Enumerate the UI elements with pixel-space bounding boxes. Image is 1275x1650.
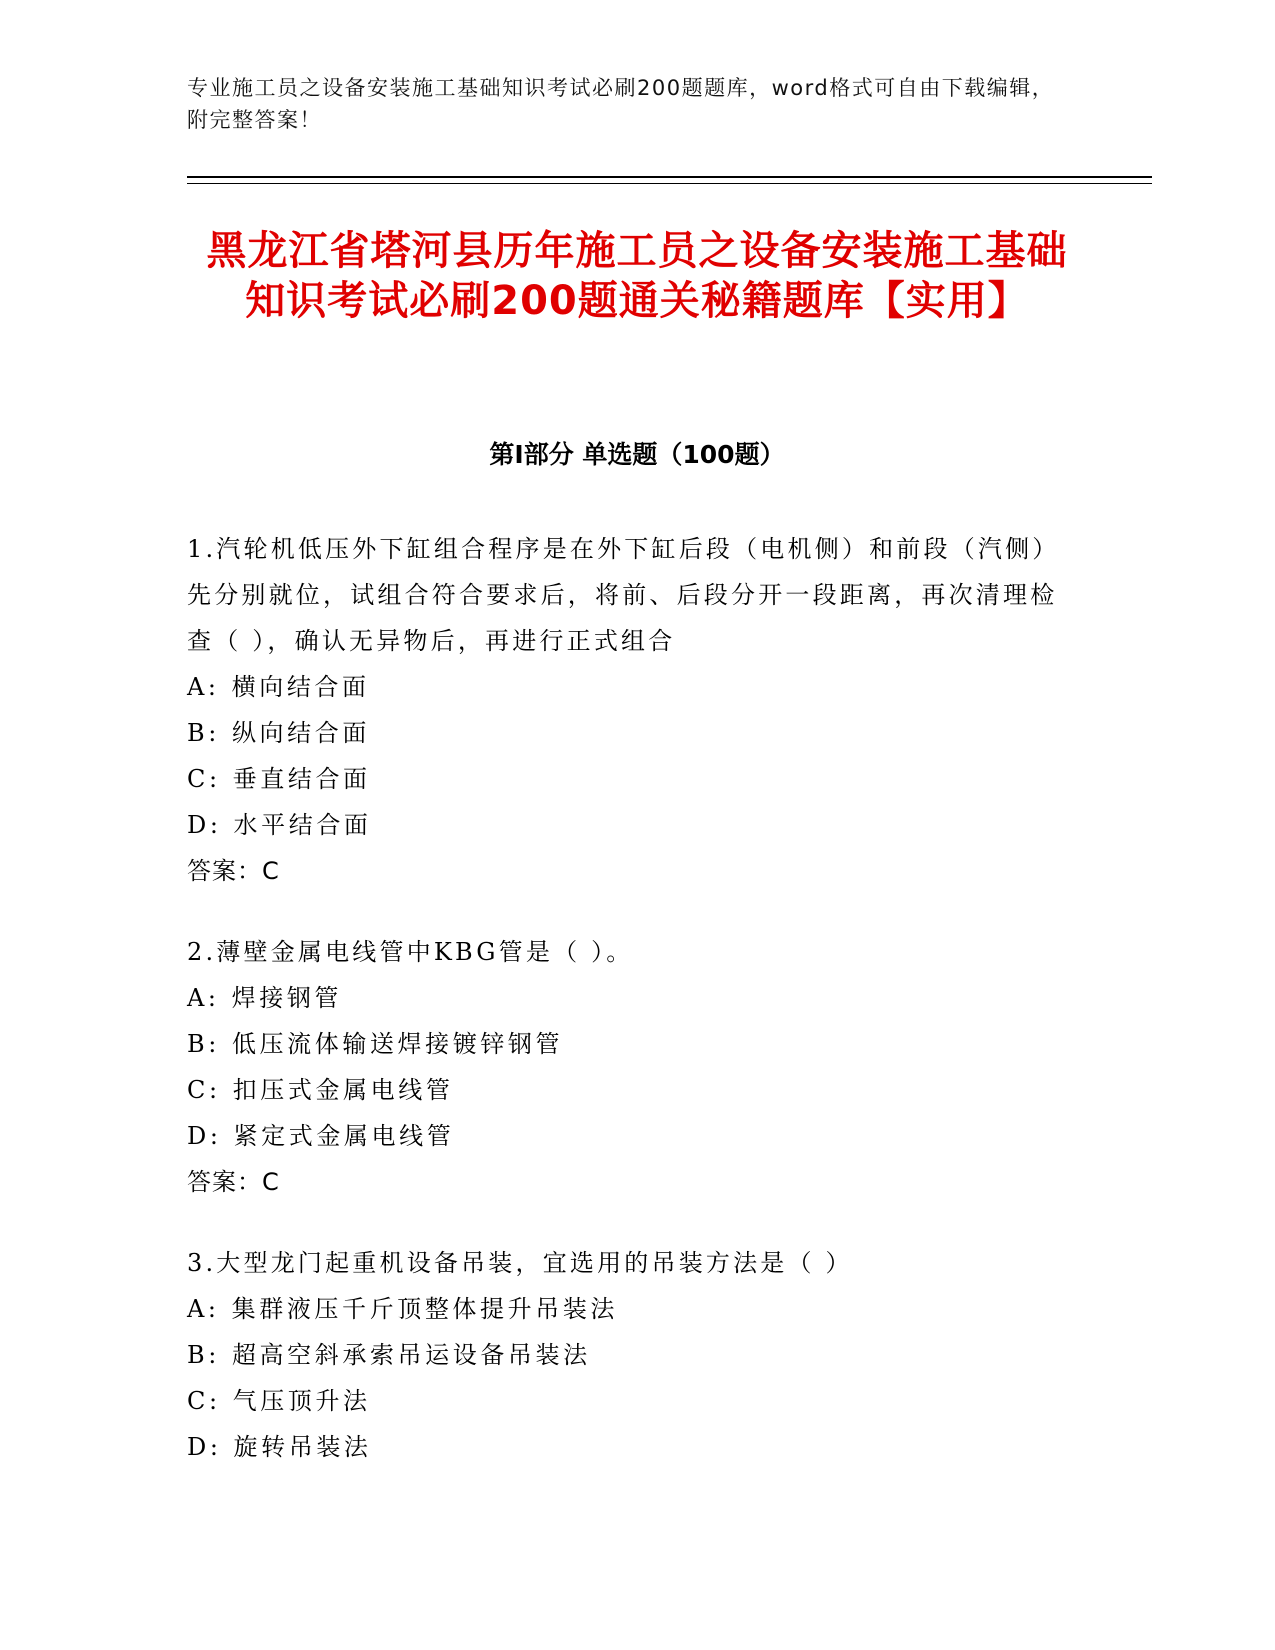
option-letter: C: [187,1076,221,1104]
question-list [187,526,1067,1505]
option-text: 焊接钢管 [231,984,343,1012]
header-note: 专业施工员之设备安装施工基础知识考试必刷200题题库，word格式可自由下载编辑，附完整答案！ [187,76,1055,132]
question-stem: 2.薄壁金属电线管中KBG管是（ ）。 [187,938,634,966]
option-letter: B: [187,1030,220,1058]
option-text: 紧定式金属电线管 [233,1122,455,1150]
option-d [187,1113,1067,1159]
option-a [187,664,1067,710]
option-b [187,1332,1067,1378]
option-a [187,1286,1067,1332]
option-c [187,1378,1067,1424]
option-d [187,802,1067,848]
option-text: 旋转吊装法 [233,1433,372,1461]
option-text: 横向结合面 [231,673,370,701]
question-1 [187,526,1067,894]
answer: 答案：C [187,857,280,885]
header-rule-thin [187,183,1152,184]
header-rule-thick [187,176,1152,178]
option-letter: B: [187,1341,220,1369]
question-2 [187,929,1067,1205]
option-text: 水平结合面 [233,811,372,839]
option-letter: D: [187,811,222,839]
document-title: 黑龙江省塔河县历年施工员之设备安装施工基础知识考试必刷200题通关秘籍题库【实用】 [206,228,1068,324]
question-3 [187,1240,1067,1470]
option-d [187,1424,1067,1470]
option-text: 集群液压千斤顶整体提升吊装法 [231,1295,619,1323]
option-letter: A: [187,984,220,1012]
option-letter: C: [187,1387,221,1415]
option-c [187,756,1067,802]
option-text: 纵向结合面 [231,719,370,747]
option-letter: A: [187,673,220,701]
question-stem: 3.大型龙门起重机设备吊装，宜选用的吊装方法是（ ） [187,1249,853,1277]
option-text: 超高空斜承索吊运设备吊装法 [231,1341,591,1369]
option-text: 低压流体输送焊接镀锌钢管 [231,1030,564,1058]
option-letter: A: [187,1295,220,1323]
answer: 答案：C [187,1168,280,1196]
option-letter: B: [187,719,220,747]
option-text: 气压顶升法 [232,1387,371,1415]
question-stem: 1.汽轮机低压外下缸组合程序是在外下缸后段（电机侧）和前段（汽侧）先分别就位，试组合符合要求后，将前、后段分开一段距离，再次清理检查（ ），确认无异物后，再进行正式组合 [187,535,1060,655]
option-c [187,1067,1067,1113]
option-a [187,975,1067,1021]
option-b [187,1021,1067,1067]
option-letter: C: [187,765,221,793]
option-b [187,710,1067,756]
option-letter: D: [187,1122,222,1150]
option-letter: D: [187,1433,222,1461]
option-text: 扣压式金属电线管 [232,1076,454,1104]
option-text: 垂直结合面 [232,765,371,793]
section-title: 第Ⅰ部分 单选题（100题） [489,440,785,469]
